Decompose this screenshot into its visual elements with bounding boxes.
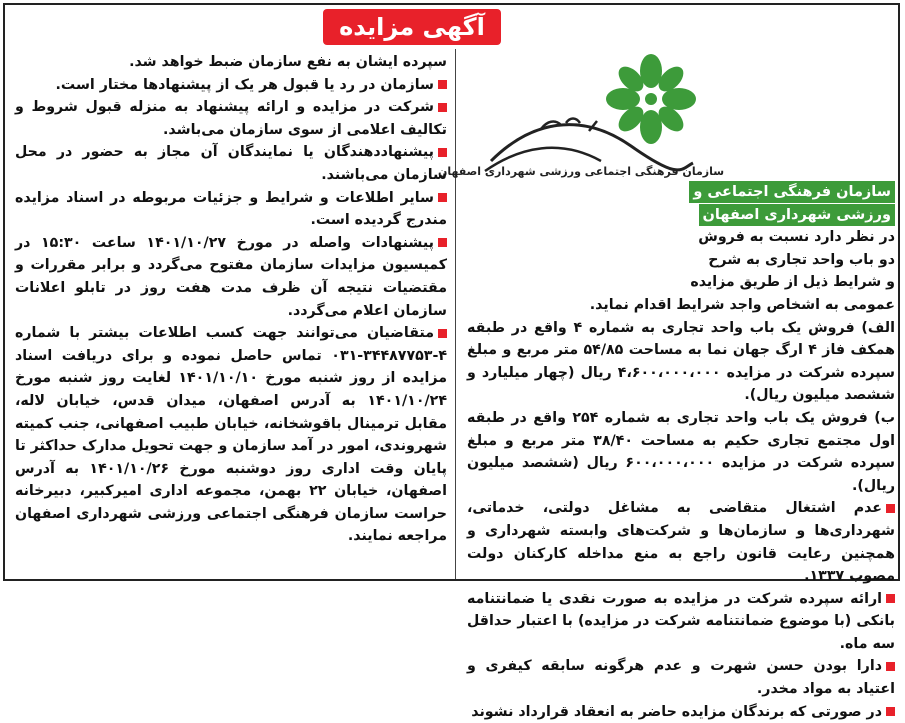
organization-name-line2: ورزشی شهرداری اصفهان	[699, 204, 895, 226]
condition-9: پیشنهادات واصله در مورخ ۱۴۰۱/۱۰/۲۷ ساعت ۱۵:۳۰ در کمیسیون مزایدات سازمان مفتوح می‌گردد و برابر مقررات و مقتضیات نتیجه آن ظرف مدت هفت روز در تابلو اعلانات سازمان اعلام می‌گردد.	[15, 234, 447, 319]
bullet-icon	[438, 329, 447, 338]
bullet-icon	[438, 148, 447, 157]
condition-1: عدم اشتغال متقاضی به مشاغل دولتی، خدماتی، شهرداری‌ها و سازمان‌ها و شرکت‌های وابسته شهرداری و همچنین رعایت قانون راجع به منع مداخله کارکنان دولت مصوب ۱۳۳۷.	[467, 500, 895, 585]
condition-4: در صورتی که برندگان مزایده حاضر به انعقاد قرارداد نشوند	[467, 701, 895, 723]
right-column	[437, 51, 896, 723]
bullet-icon	[886, 707, 895, 716]
bullet-icon	[438, 238, 447, 247]
intro-line-4: عمومی به اشخاص واجد شرایط اقدام نماید.	[589, 296, 895, 313]
column-divider	[455, 49, 456, 579]
condition-8: سایر اطلاعات و شرایط و جزئیات مربوطه در اسناد مزایده مندرج گردیده است.	[15, 189, 447, 229]
condition-7: پیشنهاددهندگان یا نمایندگان آن مجاز به حضور در محل سازمان می‌باشند.	[15, 144, 447, 183]
left-column	[15, 51, 447, 548]
bullet-icon	[886, 594, 895, 603]
condition-5: سازمان در رد یا قبول هر یک از پیشنهادها مختار است.	[15, 74, 447, 97]
item-a: الف) فروش یک باب واحد تجاری به شماره ۴ واقع در طبقه همکف فاز ۴ ارگ جهان نما به مساحت ۵۴/۸۵ متر مربع و مبلغ سپرده شرکت در مزایده ۴،۶۰۰،۰۰۰،۰۰۰ ریال (چهار میلیارد و ششصد میلیون ریال).	[467, 319, 895, 404]
bullet-icon	[886, 662, 895, 671]
condition-6: شرکت در مزایده و ارائه پیشنهاد به منزله قبول شروط و تکالیف اعلامی از سوی سازمان می‌باشد.	[15, 99, 447, 138]
bullet-icon	[438, 80, 447, 89]
intro-line-1: در نظر دارد نسبت به فروش	[698, 229, 895, 246]
bullet-icon	[886, 504, 895, 513]
svg-text:سازمان فرهنگی اجتماعی ورزشی شه: سازمان فرهنگی اجتماعی ورزشی شهرداری اصفهان	[437, 165, 725, 178]
notice-frame	[3, 3, 900, 720]
organization-name-line1: سازمان فرهنگی اجتماعی و	[689, 181, 895, 203]
logo-flower-icon	[437, 51, 725, 179]
intro-line-2: دو باب واحد تجاری به شرح	[708, 251, 895, 268]
condition-3: دارا بودن حسن شهرت و عدم هرگونه سابقه کیفری و اعتیاد به مواد مخدر.	[467, 658, 895, 698]
bullet-icon	[438, 193, 447, 202]
continuation-line: سپرده ایشان به نفع سازمان ضبط خواهد شد.	[129, 54, 447, 70]
bullet-icon	[438, 103, 447, 112]
notice-title: آگهی مزایده	[323, 9, 501, 45]
intro-line-3: و شرایط ذیل از طریق مزایده	[690, 274, 895, 291]
organization-logo	[437, 51, 725, 181]
condition-2: ارائه سپرده شرکت در مزایده به صورت نقدی یا ضمانتنامه بانکی (با موضوع ضمانتنامه شرکت در مزایده) با اعتبار حداقل سه ماه.	[467, 590, 895, 652]
item-b: ب) فروش یک باب واحد تجاری به شماره ۲۵۴ واقع در طبقه اول مجتمع تجاری حکیم به مساحت ۳۸/۴۰ متر مربع و مبلغ سپرده شرکت در مزایده ۶۰۰،۰۰۰،۰۰۰ ریال (ششصد میلیون ریال).	[467, 409, 896, 494]
condition-10: متقاضیان می‌توانند جهت کسب اطلاعات بیشتر با شماره ۴-۳۴۴۸۷۷۵۳-۰۳۱ تماس حاصل نموده و برای دریافت اسناد مزایده از روز شنبه مورخ ۱۴۰۱/۱۰/۱۰ لغایت روز شنبه مورخ ۱۴۰۱/۱۰/۲۴ به آدرس اصفهان، میدان قدس، خیابان لاله، مقابل ترمینال باقوشخانه، خیابان طبیب اصفهانی، جنب کمیته شهروندی، امور در آمد سازمان و جهت تحویل مدارک حداکثر تا پایان وقت اداری روز دوشنبه مورخ ۱۴۰۱/۱۰/۲۶ به آدرس اصفهان، خیابان ۲۲ بهمن، مجموعه اداری امیرکبیر، دبیرخانه حراست سازمان فرهنگی اجتماعی ورزشی شهرداری اصفهان مراجعه نمایند.	[15, 325, 448, 545]
